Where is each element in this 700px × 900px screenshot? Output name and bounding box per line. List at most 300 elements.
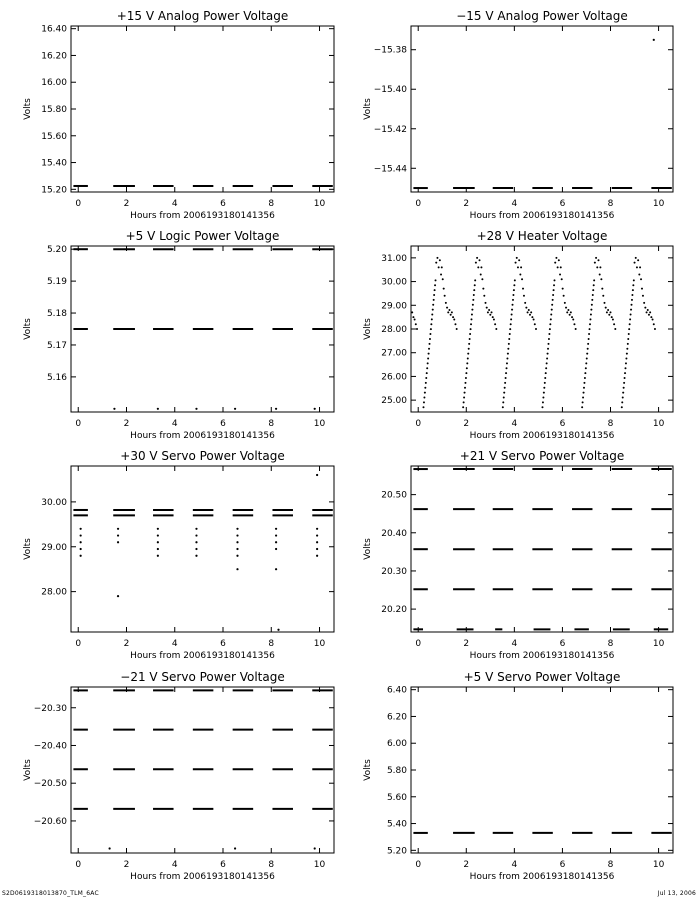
data-point [529, 314, 531, 316]
y-tick-label: 5.19 [46, 277, 67, 288]
data-point [520, 266, 522, 268]
data-point [548, 338, 550, 340]
x-axis-label: Hours from 2006193180141356 [469, 872, 615, 882]
chart-panel-2 [363, 9, 673, 221]
data-point [521, 278, 523, 280]
data-point [314, 847, 316, 849]
x-axis-label: Hours from 2006193180141356 [130, 872, 275, 882]
data-point [487, 311, 489, 313]
data-point [572, 319, 574, 321]
data-point [464, 382, 466, 384]
data-point [480, 273, 482, 275]
y-tick-label: 31.00 [381, 253, 407, 264]
data-point [561, 278, 563, 280]
data-point [549, 328, 551, 330]
data-point [473, 289, 475, 291]
data-point [593, 284, 595, 286]
data-point [527, 311, 529, 313]
y-tick-label: 16.40 [41, 24, 67, 35]
data-point [465, 377, 467, 379]
data-point [468, 348, 470, 350]
data-point [592, 289, 594, 291]
y-tick-label: 5.16 [46, 372, 67, 383]
chart-panel-5 [23, 449, 334, 661]
data-point [117, 595, 119, 597]
plot-frame [411, 246, 673, 412]
data-point [424, 392, 426, 394]
data-point [504, 387, 506, 389]
data-point [80, 555, 82, 557]
data-point [275, 568, 277, 570]
data-point [316, 474, 318, 476]
x-tick-label: 4 [511, 199, 518, 209]
data-point [606, 311, 608, 313]
data-point [628, 333, 630, 335]
data-point [630, 309, 632, 311]
data-point [552, 294, 554, 296]
data-point [625, 357, 627, 359]
data-point [415, 323, 417, 325]
data-point [515, 262, 517, 264]
data-point [595, 257, 597, 259]
data-point [195, 541, 197, 543]
data-point [486, 307, 488, 309]
data-point [481, 278, 483, 280]
data-point [494, 323, 496, 325]
data-point [472, 304, 474, 306]
data-point [647, 309, 649, 311]
data-point [462, 406, 464, 408]
data-point [508, 338, 510, 340]
data-point [541, 406, 543, 408]
x-tick-label: 10 [652, 639, 665, 649]
y-tick-label: −20.40 [33, 741, 67, 752]
data-point [433, 294, 435, 296]
y-tick-label: 15.60 [41, 131, 67, 142]
data-point [506, 362, 508, 364]
data-point [426, 372, 428, 374]
y-tick-label: 29.00 [381, 301, 407, 312]
data-point [634, 262, 636, 264]
y-axis-label: Volts [23, 318, 33, 340]
data-point [518, 259, 520, 261]
data-point [482, 288, 484, 290]
data-point [613, 323, 615, 325]
data-point [508, 343, 510, 345]
data-point [470, 328, 472, 330]
chart-panel-6 [363, 449, 673, 661]
x-tick-label: 4 [171, 199, 178, 209]
data-point [469, 333, 471, 335]
x-axis-label: Hours from 2006193180141356 [130, 211, 275, 221]
y-tick-label: 6.40 [386, 685, 407, 696]
data-point [314, 408, 316, 410]
data-point [542, 396, 544, 398]
data-point [512, 304, 514, 306]
data-point [599, 266, 601, 268]
data-point [530, 311, 532, 313]
data-point [586, 353, 588, 355]
data-point [586, 357, 588, 359]
data-point [591, 304, 593, 306]
data-point [584, 372, 586, 374]
data-point [429, 338, 431, 340]
data-point [430, 328, 432, 330]
data-point [414, 319, 416, 321]
data-point [513, 284, 515, 286]
data-point [653, 323, 655, 325]
data-point [432, 309, 434, 311]
y-tick-label: 20.40 [381, 528, 407, 539]
y-tick-label: 15.80 [41, 105, 67, 115]
x-tick-label: 2 [463, 199, 470, 209]
y-tick-label: 5.20 [46, 245, 67, 256]
data-point [316, 541, 318, 543]
y-tick-label: 27.00 [381, 348, 407, 359]
data-point [590, 314, 592, 316]
y-tick-label: −15.40 [373, 85, 407, 96]
data-point [549, 323, 551, 325]
data-point [195, 528, 197, 530]
x-tick-label: 8 [268, 860, 275, 870]
data-point [547, 343, 549, 345]
y-tick-label: −20.30 [33, 703, 67, 714]
chart-panel-3 [23, 229, 334, 441]
y-tick-label: 5.80 [386, 766, 407, 776]
data-point [637, 259, 639, 261]
data-point [525, 307, 527, 309]
data-point [474, 284, 476, 286]
data-point [553, 284, 555, 286]
data-point [506, 357, 508, 359]
data-point [433, 299, 435, 301]
data-point [476, 257, 478, 259]
data-point [117, 541, 119, 543]
data-point [464, 387, 466, 389]
data-point [511, 309, 513, 311]
x-tick-label: 0 [415, 199, 422, 209]
data-point [632, 284, 634, 286]
x-tick-label: 4 [511, 419, 518, 429]
data-point [466, 362, 468, 364]
data-point [583, 382, 585, 384]
data-point [535, 328, 537, 330]
data-point [491, 311, 493, 313]
data-point [547, 348, 549, 350]
data-point [479, 259, 481, 261]
data-point [636, 266, 638, 268]
data-point [465, 372, 467, 374]
data-point [627, 343, 629, 345]
data-point [585, 367, 587, 369]
data-point [589, 323, 591, 325]
data-point [591, 299, 593, 301]
data-point [236, 568, 238, 570]
footer-date: Jul 13, 2006 [657, 890, 696, 897]
data-point [234, 408, 236, 410]
data-point [621, 406, 623, 408]
data-point [642, 295, 644, 297]
y-tick-label: 5.18 [46, 309, 67, 320]
data-point [592, 294, 594, 296]
data-point [648, 314, 650, 316]
x-tick-label: 4 [511, 860, 518, 870]
data-point [445, 302, 447, 304]
data-point [443, 288, 445, 290]
data-point [588, 338, 590, 340]
data-point [548, 333, 550, 335]
data-point [463, 401, 465, 403]
x-tick-label: 4 [171, 419, 178, 429]
data-point [507, 348, 509, 350]
data-point [80, 548, 82, 550]
data-point [649, 311, 651, 313]
data-point [584, 377, 586, 379]
data-point [630, 314, 632, 316]
data-point [502, 401, 504, 403]
y-axis-label: Volts [23, 538, 33, 560]
data-point [440, 273, 442, 275]
data-point [626, 353, 628, 355]
y-tick-label: 5.40 [386, 819, 407, 830]
data-point [551, 309, 553, 311]
data-point [587, 348, 589, 350]
data-point [511, 314, 513, 316]
data-point [571, 316, 573, 318]
x-tick-label: 0 [415, 860, 422, 870]
y-tick-label: 5.60 [386, 792, 407, 803]
x-tick-label: 10 [313, 639, 326, 649]
x-tick-label: 0 [75, 199, 82, 209]
data-point [635, 257, 637, 259]
data-point [470, 318, 472, 320]
chart-title: −21 V Servo Power Voltage [120, 670, 285, 684]
data-point [504, 382, 506, 384]
data-point [593, 279, 595, 281]
chart-panel-7 [23, 670, 334, 882]
data-point [629, 323, 631, 325]
data-point [551, 304, 553, 306]
data-point [157, 528, 159, 530]
data-point [485, 302, 487, 304]
data-point [625, 362, 627, 364]
y-tick-label: 20.50 [381, 490, 407, 501]
data-point [600, 278, 602, 280]
y-tick-label: 16.20 [41, 51, 67, 62]
chart-panel-8 [363, 670, 673, 882]
data-point [623, 387, 625, 389]
data-point [316, 534, 318, 536]
data-point [646, 311, 648, 313]
x-axis-label: Hours from 2006193180141356 [469, 651, 615, 661]
y-tick-label: 15.40 [41, 158, 67, 169]
data-point [434, 284, 436, 286]
data-point [509, 333, 511, 335]
data-point [543, 392, 545, 394]
data-point [602, 295, 604, 297]
data-point [456, 328, 458, 330]
data-point [566, 311, 568, 313]
data-point [654, 328, 656, 330]
data-point [546, 357, 548, 359]
y-tick-label: −15.44 [373, 164, 407, 175]
data-point [517, 266, 519, 268]
data-point [451, 311, 453, 313]
y-tick-label: 5.17 [46, 340, 67, 351]
x-axis-label: Hours from 2006193180141356 [469, 211, 615, 221]
y-tick-label: 28.00 [381, 325, 407, 335]
data-point [471, 309, 473, 311]
data-point [631, 299, 633, 301]
data-point [411, 311, 413, 313]
data-point [624, 377, 626, 379]
x-tick-label: 6 [559, 639, 566, 649]
data-point [552, 299, 554, 301]
data-point [447, 311, 449, 313]
x-tick-label: 8 [607, 199, 614, 209]
y-tick-label: −20.50 [33, 779, 67, 790]
data-point [550, 318, 552, 320]
data-point [469, 338, 471, 340]
x-tick-label: 2 [123, 199, 130, 209]
data-point [547, 353, 549, 355]
data-point [236, 555, 238, 557]
data-point [531, 316, 533, 318]
data-point [622, 392, 624, 394]
y-axis-label: Volts [23, 98, 33, 120]
data-point [157, 548, 159, 550]
data-point [431, 318, 433, 320]
data-point [589, 328, 591, 330]
data-point [157, 534, 159, 536]
data-point [605, 307, 607, 309]
x-tick-label: 6 [220, 199, 226, 209]
data-point [434, 289, 436, 291]
data-point [275, 534, 277, 536]
x-tick-label: 2 [463, 860, 470, 870]
data-point [514, 279, 516, 281]
x-tick-label: 0 [415, 639, 422, 649]
data-point [516, 257, 518, 259]
data-point [427, 362, 429, 364]
data-point [581, 406, 583, 408]
y-tick-label: 6.00 [386, 739, 407, 750]
data-point [510, 323, 512, 325]
y-tick-label: 6.20 [386, 712, 407, 723]
data-point [560, 266, 562, 268]
data-point [641, 288, 643, 290]
data-point [583, 387, 585, 389]
data-point [493, 319, 495, 321]
data-point [80, 541, 82, 543]
data-point [316, 555, 318, 557]
data-point [453, 319, 455, 321]
y-tick-label: −20.60 [33, 816, 67, 827]
data-point [575, 328, 577, 330]
data-point [628, 328, 630, 330]
data-point [597, 259, 599, 261]
data-point [113, 408, 115, 410]
data-point [512, 299, 514, 301]
data-point [473, 294, 475, 296]
data-point [528, 309, 530, 311]
data-point [430, 323, 432, 325]
data-point [236, 534, 238, 536]
data-point [503, 396, 505, 398]
y-tick-label: 25.00 [381, 396, 407, 407]
x-axis-label: Hours from 2006193180141356 [130, 651, 275, 661]
data-point [631, 294, 633, 296]
data-point [610, 311, 612, 313]
data-point [558, 259, 560, 261]
data-point [275, 528, 277, 530]
data-point [441, 266, 443, 268]
data-point [550, 314, 552, 316]
data-point [588, 333, 590, 335]
y-tick-label: −15.42 [373, 124, 407, 135]
data-point [612, 319, 614, 321]
data-point [275, 548, 277, 550]
data-point [471, 314, 473, 316]
data-point [632, 289, 634, 291]
data-point [467, 353, 469, 355]
x-tick-label: 6 [559, 419, 566, 429]
data-point [545, 367, 547, 369]
x-tick-label: 6 [220, 860, 226, 870]
data-point [277, 629, 279, 631]
y-axis-label: Volts [363, 98, 373, 120]
data-point [477, 266, 479, 268]
data-point [157, 555, 159, 557]
data-point [275, 541, 277, 543]
data-point [432, 304, 434, 306]
data-point [639, 266, 641, 268]
y-tick-label: −15.38 [373, 45, 407, 56]
y-tick-label: 26.00 [381, 372, 407, 383]
data-point [236, 528, 238, 530]
data-point [80, 534, 82, 536]
data-point [80, 528, 82, 530]
x-tick-label: 2 [123, 639, 130, 649]
x-tick-label: 8 [607, 419, 614, 429]
data-point [544, 382, 546, 384]
data-point [601, 288, 603, 290]
data-point [510, 318, 512, 320]
data-point [412, 316, 414, 318]
data-point [467, 357, 469, 359]
data-point [582, 401, 584, 403]
x-tick-label: 6 [559, 860, 566, 870]
data-point [428, 348, 430, 350]
data-point [543, 387, 545, 389]
y-axis-label: Volts [363, 759, 373, 781]
data-point [452, 316, 454, 318]
data-point [603, 302, 605, 304]
data-point [562, 288, 564, 290]
x-tick-label: 8 [607, 639, 614, 649]
data-point [631, 304, 633, 306]
data-point [416, 328, 418, 330]
data-point [513, 289, 515, 291]
data-point [316, 548, 318, 550]
data-point [425, 377, 427, 379]
x-tick-label: 2 [123, 860, 130, 870]
data-point [594, 262, 596, 264]
data-point [435, 279, 437, 281]
x-tick-label: 6 [220, 419, 226, 429]
x-tick-label: 0 [415, 419, 422, 429]
y-tick-label: 30.00 [381, 277, 407, 288]
